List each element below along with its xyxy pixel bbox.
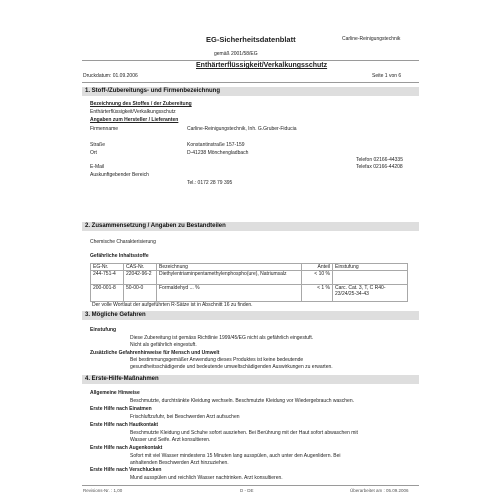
section-4-heading (82, 375, 419, 384)
table-cell: Diethylentriaminpentamethylenphospho(ure), Natriumsalz (157, 271, 302, 285)
revision-date: Überarbeitet am : 05.09.2006 (350, 488, 409, 493)
table-cell: 200-001-8 (91, 285, 124, 302)
street-value: Konstantinstraße 157-159 (187, 142, 245, 148)
telephone: Telefon 02166-44335 (356, 157, 403, 163)
company-name: Carline-Reinigungstechnik (342, 36, 401, 42)
classification-text: Diese Zubereitung ist gemäss Richtlinie 1999/45/EG nicht als gefährlich eingestuft. (130, 335, 314, 341)
section-1-heading (82, 87, 419, 96)
table-header-cell: Bezeichnung (157, 264, 302, 271)
eye-contact-label: Erste Hilfe nach Augenkontakt (90, 445, 163, 451)
skin-contact-text: Beschmutzte Kleidung und Schuhe sofort ausziehen. Bei Berührung mit der Haut sofort abwaschen mit (130, 430, 358, 436)
table-header-cell: EG-Nr. (91, 264, 124, 271)
manufacturer-label: Angaben zum Hersteller / Lieferanten (90, 117, 179, 123)
dangerous-ingredients-label: Gefährliche Inhaltsstoffe (90, 253, 149, 259)
substance-designation-label: Bezeichnung des Stoffes / der Zubereitung (90, 101, 192, 107)
section-2-heading (82, 222, 419, 231)
chemical-characterization: Chemische Charakterisierung (90, 239, 156, 245)
section-4-heading-text: 4. Erste-Hilfe-Maßnahmen (85, 376, 159, 382)
header-divider (82, 60, 419, 61)
table-row (91, 271, 408, 285)
footer-divider (82, 485, 419, 486)
telefax: Telefax 02166-44208 (356, 164, 403, 170)
city-value: D-41238 Mönchengladbach (187, 150, 249, 156)
table-header-cell: Einstufung (333, 264, 408, 271)
department-label: Auskunftgebender Bereich (90, 172, 149, 178)
inhalation-text: Frischluftzufuhr, bei Beschwerden Arzt aufsuchen (130, 414, 240, 420)
r-phrases-note: Der volle Wortlaut der aufgeführten R-Sätze ist in Abschnitt 16 zu finden. (92, 302, 253, 308)
regulation-reference: gemäß 2001/58/EG (214, 51, 258, 57)
product-title: Enthärterflüssigkeit/Verkalkungsschutz (196, 62, 328, 69)
table-header-cell: CAS-Nr. (124, 264, 157, 271)
product-name: Enthärterflüssigkeit/Verkalkungsschutz (90, 109, 176, 115)
table-cell: 50-00-0 (124, 285, 157, 302)
general-advice-text: Beschmutzte, durchtränkte Kleidung wechseln. Beschmutzte Kleidung vor Wiedergebrauch waschen. (130, 398, 355, 404)
table-cell: 22042-96-2 (124, 271, 157, 285)
table-header-cell: Anteil (302, 264, 333, 271)
document-title: EG-Sicherheitsdatenblatt (206, 35, 296, 44)
department-telephone: Tel.: 0172 28 79 395 (187, 180, 233, 186)
header-divider-bottom (82, 82, 419, 83)
firm-value: Carline-Reinigungstechnik, Inh. G.Gruber-Fiducia (187, 126, 297, 132)
classification-text-2: Nicht als gefährlich eingestuft. (130, 342, 197, 348)
page-number: Seite 1 von 6 (372, 73, 402, 79)
additional-hazards-text: Bei bestimmungsgemäßer Anwendung dieses Produktes ist keine bedeutende (130, 357, 304, 363)
table-cell: 244-751-4 (91, 271, 124, 285)
email-label: E-Mail (90, 164, 105, 170)
print-date: Druckdatum: 01.09.2006 (83, 73, 138, 79)
additional-hazards-text-2: gesundheitsschädigende und bedeutende umweltschädigenden Auswirkungen zu erwarten. (130, 364, 333, 370)
ingredients-table (90, 263, 408, 302)
inhalation-label: Erste Hilfe nach Einatmen (90, 406, 152, 412)
table-header-row (91, 264, 408, 271)
ingestion-text: Mund ausspülen und reichlich Wasser nachtrinken. Arzt konsultieren. (130, 475, 283, 481)
language-code: D - DE (240, 488, 254, 493)
general-advice-label: Allgemeine Hinweise (90, 390, 140, 396)
section-2-heading-text: 2. Zusammensetzung / Angaben zu Bestandteilen (85, 223, 226, 229)
firm-label: Firmenname (90, 126, 119, 132)
table-row (91, 285, 408, 302)
table-cell: Carc. Cat. 3, T, C R40-23/24/25-34-43 (333, 285, 408, 302)
table-cell: < 1 % (302, 285, 333, 302)
street-label: Straße (90, 142, 106, 148)
table-cell: < 10 % (302, 271, 333, 285)
revision-number: Revisions-Nr. : 1,00 (83, 488, 123, 493)
table-cell (333, 271, 408, 285)
table-cell: Formaldehyd ... % (157, 285, 302, 302)
additional-hazards-label: Zusätzliche Gefahrenhinweise für Mensch und Umwelt (90, 350, 220, 356)
classification-label: Einstufung (90, 327, 117, 333)
skin-contact-text-2: Wasser und Seife. Arzt konsultieren. (130, 437, 211, 443)
section-3-heading-text: 3. Mögliche Gefahren (85, 312, 146, 318)
eye-contact-text-2: anhaltenden Beschwerden Arzt hinzuziehen. (130, 460, 229, 466)
skin-contact-label: Erste Hilfe nach Hautkontakt (90, 422, 159, 428)
city-label: Ort (90, 150, 97, 156)
section-1-heading-text: 1. Stoff-/Zubereitungs- und Firmenbezeichnung (85, 88, 220, 94)
eye-contact-text: Sofort mit viel Wasser mindestens 15 Minuten lang ausspülen, auch unter den Augenlidern. Bei (130, 453, 341, 459)
section-3-heading (82, 311, 419, 320)
ingestion-label: Erste Hilfe nach Verschlucken (90, 467, 162, 473)
